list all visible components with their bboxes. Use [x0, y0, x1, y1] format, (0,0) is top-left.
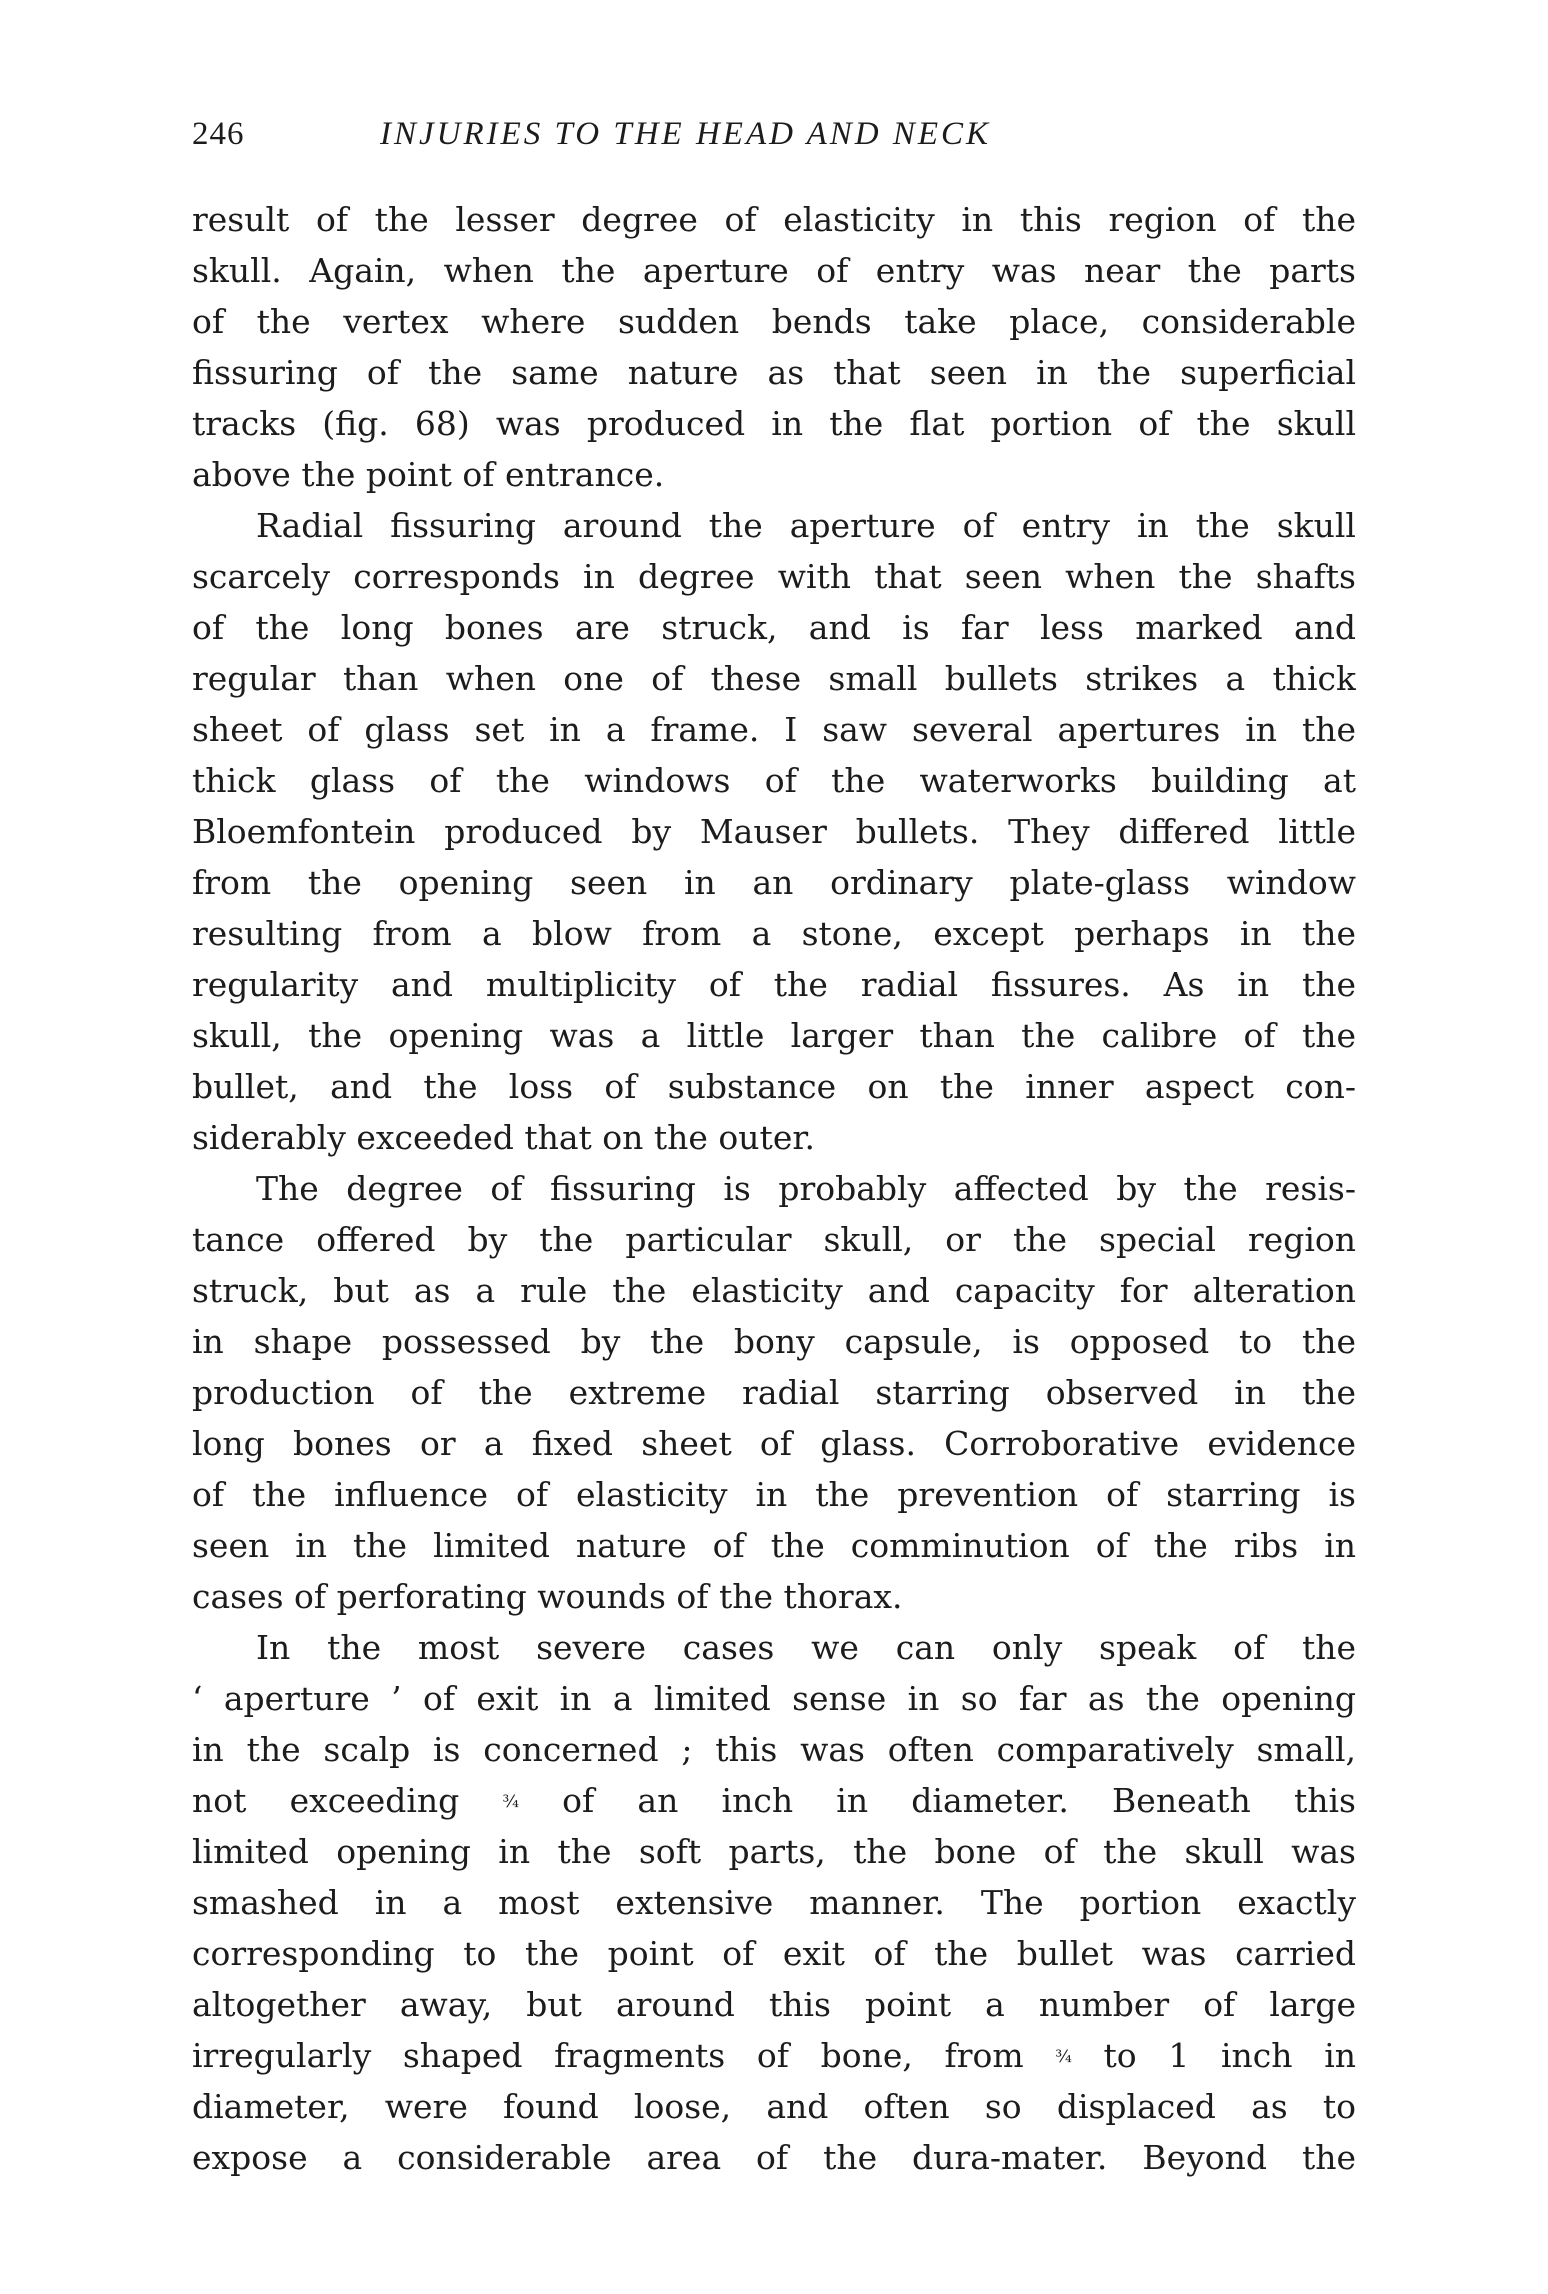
- text-line: smashed in a most extensive manner. The portion exactly: [192, 1883, 1356, 1922]
- text-line-with-fraction: [192, 1775, 1356, 1826]
- text-line: skull. Again, when the aperture of entry was near the parts: [192, 251, 1356, 290]
- fraction: ¾: [1055, 2047, 1072, 2067]
- text-line: of the long bones are struck, and is far less marked and: [192, 608, 1356, 647]
- text-line: tracks (fig. 68) was produced in the flat portion of the skull: [192, 404, 1356, 443]
- text-line: Radial fissuring around the aperture of entry in the skull: [256, 506, 1356, 545]
- running-head: [192, 116, 1356, 160]
- paragraph-4: [192, 1622, 1356, 2183]
- page-number: 246: [192, 116, 245, 152]
- text-line: altogether away, but around this point a number of large: [192, 1985, 1356, 2024]
- text-line: in shape possessed by the bony capsule, is opposed to the: [192, 1322, 1356, 1361]
- running-title: INJURIES TO THE HEAD AND NECK: [380, 116, 992, 152]
- paragraph-3: [192, 1163, 1356, 1622]
- text-line: Bloemfontein produced by Mauser bullets. They differed little: [192, 812, 1356, 851]
- text-line: siderably exceeded that on the outer.: [192, 1118, 815, 1157]
- text-line: regularity and multiplicity of the radial fissures. As in the: [192, 965, 1356, 1004]
- text-line: long bones or a fixed sheet of glass. Corroborative evidence: [192, 1424, 1356, 1463]
- text-line: of the vertex where sudden bends take place, considerable: [192, 302, 1356, 341]
- text-line: fissuring of the same nature as that seen in the superficial: [192, 353, 1356, 392]
- text-line: in the scalp is concerned ; this was often comparatively small,: [192, 1730, 1356, 1769]
- text-segment: irregularly shaped fragments of bone, from: [192, 2036, 1024, 2075]
- text-line-with-fraction: [192, 2030, 1356, 2081]
- text-line: result of the lesser degree of elasticity in this region of the: [192, 200, 1356, 239]
- text-line: regular than when one of these small bullets strikes a thick: [192, 659, 1356, 698]
- text-segment: not exceeding: [192, 1781, 460, 1820]
- text-line: from the opening seen in an ordinary plate-glass window: [192, 863, 1356, 902]
- text-segment: to 1 inch in: [1103, 2036, 1356, 2075]
- body-text: [192, 194, 1356, 2183]
- text-line: limited opening in the soft parts, the bone of the skull was: [192, 1832, 1356, 1871]
- text-line: expose a considerable area of the dura-mater. Beyond the: [192, 2138, 1356, 2177]
- text-line: bullet, and the loss of substance on the inner aspect con-: [192, 1067, 1356, 1106]
- text-line: In the most severe cases we can only speak of the: [256, 1628, 1356, 1667]
- text-line: above the point of entrance.: [192, 455, 665, 494]
- text-segment: of an inch in diameter. Beneath this: [562, 1781, 1356, 1820]
- text-line: tance offered by the particular skull, or the special region: [192, 1220, 1356, 1259]
- text-line: scarcely corresponds in degree with that seen when the shafts: [192, 557, 1356, 596]
- text-line: The degree of fissuring is probably affected by the resis-: [256, 1169, 1356, 1208]
- text-line: resulting from a blow from a stone, except perhaps in the: [192, 914, 1356, 953]
- text-line: ‘ aperture ’ of exit in a limited sense in so far as the opening: [192, 1679, 1356, 1718]
- text-line: of the influence of elasticity in the prevention of starring is: [192, 1475, 1356, 1514]
- text-line: seen in the limited nature of the comminution of the ribs in: [192, 1526, 1356, 1565]
- text-line: thick glass of the windows of the waterworks building at: [192, 761, 1356, 800]
- text-line: production of the extreme radial starring observed in the: [192, 1373, 1356, 1412]
- text-line: cases of perforating wounds of the thorax.: [192, 1577, 903, 1616]
- paragraph-1: [192, 194, 1356, 500]
- text-line: sheet of glass set in a frame. I saw several apertures in the: [192, 710, 1356, 749]
- fraction: ¾: [502, 1792, 519, 1812]
- paragraph-2: [192, 500, 1356, 1163]
- text-line: skull, the opening was a little larger than the calibre of the: [192, 1016, 1356, 1055]
- text-line: corresponding to the point of exit of the bullet was carried: [192, 1934, 1356, 1973]
- text-line: diameter, were found loose, and often so displaced as to: [192, 2087, 1356, 2126]
- text-line: struck, but as a rule the elasticity and capacity for alteration: [192, 1271, 1356, 1310]
